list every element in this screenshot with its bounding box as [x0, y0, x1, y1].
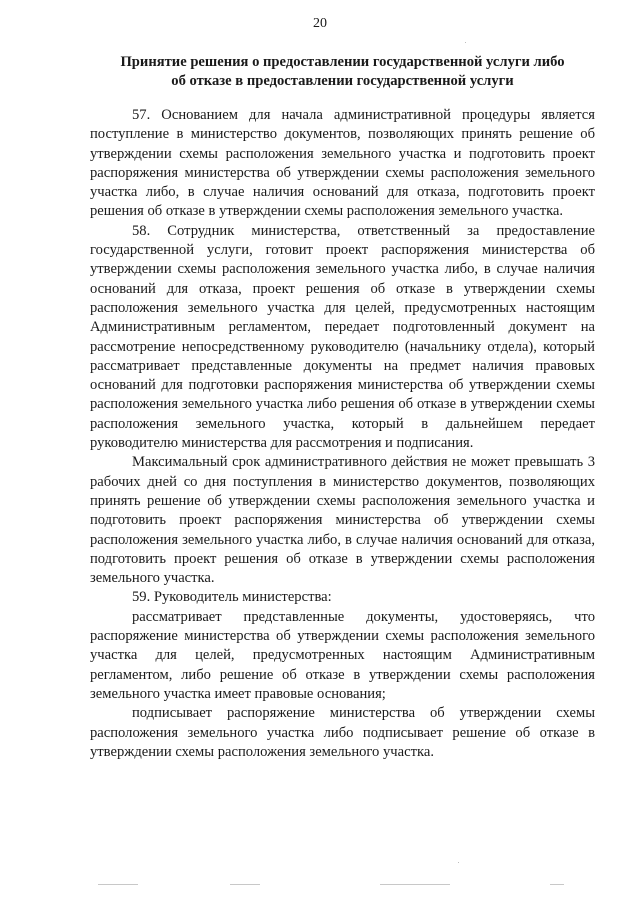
section-title-line-1: Принятие решения о предоставлении государственной услуги либо — [120, 54, 565, 70]
paragraph-59: 59. Руководитель министерства: — [132, 589, 332, 606]
scan-mark — [230, 884, 260, 885]
paragraph-max-term: Максимальный срок административного действия не может превышать 3 рабочих дней со дня поступления в министерство документов, позволяющих принять решение об утверждении схемы расположения земельного участка и подготовить проект распоряжения министерства об утверждении схемы расположения земельного участка либо, в случае наличия оснований для отказа, подготовить проект решения об отказе в утверждении схемы расположения земельного участка. — [90, 454, 595, 587]
paragraph-59-sign: подписывает распоряжение министерства об утверждении схемы расположения земельного участка либо подписывает решение об отказе в утверждении схемы расположения земельного участка. — [90, 705, 595, 760]
section-title — [90, 53, 595, 91]
paragraph-58: 58. Сотрудник министерства, ответственный за предоставление государственной услуги, готовит проект распоряжения министерства об утверждении схемы расположения земельного участка либо, в случае наличия оснований для отказа, проект решения об отказе в утверждении схемы расположения земельного участка для целей, предусмотренных настоящим Административным регламентом, передает подготовленный документ на рассмотрение непосредственному руководителю (начальнику отдела), который рассматривает представленные документы на предмет наличия правовых оснований для подготовки распоряжения министерства об утверждении схемы расположения земельного участка либо решения об отказе в утверждении схемы расположения земельного участка, который в дальнейшем передает руководителю министерства для рассмотрения и подписания. — [90, 222, 595, 452]
page-number: 20 — [313, 16, 327, 31]
paragraph-59-review: рассматривает представленные документы, удостоверяясь, что распоряжение министерства об утверждении схемы расположения земельного участка для целей, предусмотренных настоящим Административным регламентом, либо решение об отказе в утверждении схемы расположения земельного участка имеет правовые основания; — [90, 608, 595, 702]
document-body — [90, 106, 595, 762]
scan-mark — [550, 884, 564, 885]
scan-footer-marks — [90, 884, 570, 886]
scan-speck — [458, 862, 459, 863]
paragraph-57: 57. Основанием для начала административной процедуры является поступление в министерство документов, позволяющих принять решение об утверждении схемы расположения земельного участка и подготовить проект распоряжения министерства об утверждении схемы расположения земельного участка либо, в случае наличия оснований для отказа, подготовить проект решения об отказе в утверждении схемы расположения земельного участка. — [90, 107, 595, 220]
section-title-line-2: об отказе в предоставлении государственной услуги — [171, 73, 514, 89]
scan-mark — [380, 884, 450, 885]
scan-speck — [465, 42, 466, 43]
scan-mark — [98, 884, 138, 885]
